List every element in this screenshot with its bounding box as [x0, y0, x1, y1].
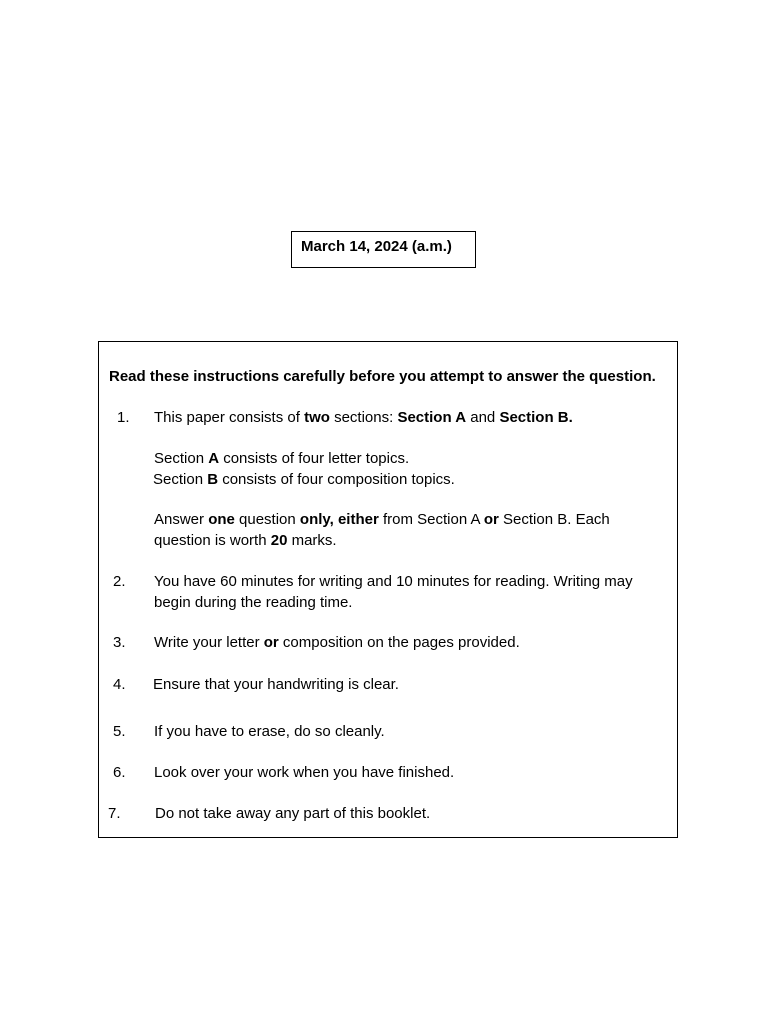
item-1-bold: two: [304, 409, 330, 426]
item-1-text: Section: [153, 471, 208, 488]
item-number-1: 1.: [117, 409, 130, 426]
item-1-bold: one: [208, 511, 235, 528]
item-number-3: 3.: [113, 634, 126, 651]
item-1-bold: Section B.: [499, 409, 573, 426]
item-1-bold: or: [483, 511, 499, 528]
item-1-text: from Section A: [378, 511, 484, 528]
item-1-bold: 20: [270, 532, 288, 549]
exam-date: March 14, 2024 (a.m.): [301, 238, 452, 255]
item-1-text: and: [466, 409, 500, 426]
item-2-line-1: You have 60 minutes for writing and 10 minutes for reading. Writing may: [154, 573, 633, 590]
item-1-text: Section: [154, 450, 209, 467]
item-1-paragraph-3: [153, 470, 455, 490]
item-3-text-part: composition on the pages provided.: [278, 634, 520, 651]
item-number-4: 4.: [113, 676, 126, 693]
item-1-text: marks.: [287, 532, 337, 549]
item-number-2: 2.: [113, 573, 126, 590]
item-1-paragraph-1: [154, 408, 573, 428]
item-3-bold: or: [263, 634, 279, 651]
item-1-paragraph-5: [154, 531, 337, 551]
item-number-5: 5.: [113, 723, 126, 740]
item-1-text: question is worth: [154, 532, 271, 549]
item-1-text: question: [234, 511, 300, 528]
item-1-paragraph-2: [154, 449, 409, 469]
item-1-paragraph-4: [154, 510, 610, 530]
item-7-text: Do not take away any part of this booklet.: [155, 805, 431, 822]
item-1-text: Section B. Each: [498, 511, 610, 528]
exam-date-box: [291, 231, 476, 268]
item-1-text: consists of four letter topics.: [219, 450, 410, 467]
item-number-7: 7.: [108, 805, 121, 822]
item-3-text-part: Write your letter: [154, 634, 264, 651]
item-1-text: Answer: [154, 511, 209, 528]
item-3-text: [154, 633, 520, 653]
item-6-text: Look over your work when you have finished.: [154, 764, 455, 781]
item-1-bold: B: [207, 471, 219, 488]
item-1-text: consists of four composition topics.: [218, 471, 455, 488]
item-number-6: 6.: [113, 764, 126, 781]
item-1-text: sections:: [329, 409, 398, 426]
item-4-text: Ensure that your handwriting is clear.: [153, 676, 399, 693]
item-1-text: This paper consists of: [154, 409, 305, 426]
item-5-text: If you have to erase, do so cleanly.: [154, 723, 385, 740]
item-1-bold: only, either: [299, 511, 379, 528]
item-1-bold: A: [208, 450, 220, 467]
item-1-bold: Section A: [397, 409, 467, 426]
item-2-line-2: begin during the reading time.: [154, 594, 353, 611]
instructions-box: [98, 341, 678, 838]
instructions-heading: Read these instructions carefully before you attempt to answer the question.: [109, 368, 656, 385]
